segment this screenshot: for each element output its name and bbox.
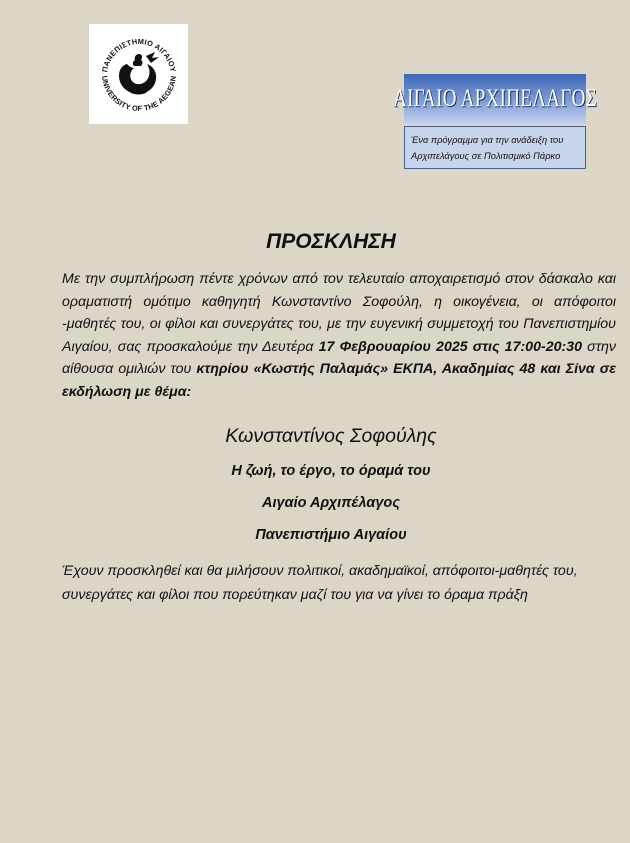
theme-line-1: Η ζωή, το έργο, το όραμά του — [231, 462, 431, 479]
intro-text: Με την συμπλήρωση πέντε χρόνων από τον τελευταίο αποχαιρετισμό στον δάσκαλο και οραματιστή ομότιμο καθηγητή Κωνσταντίνο Σοφούλη, η οικογένεια, οι απόφοιτοι -μαθητές του, οι φίλοι και συνεργάτες του, με την ευγενική συμμετοχή του Πανεπιστημίου Αιγαίου, σας προσκαλούμε την Δευτέρα — [62, 271, 616, 355]
closing-paragraph: Έχουν προσκληθεί και θα μιλήσουν πολιτικοί, ακαδημαϊκοί, απόφοιτοι-μαθητές του, συνεργάτες και φίλοι που πορεύτηκαν μαζί του για να γίνει το όραμα πράξη — [62, 562, 578, 604]
event-venue: κτηρίου «Κωστής Παλαμάς» ΕΚΠΑ, Ακαδημίας 48 και Σίνα σε εκδήλωση με θέμα: — [62, 361, 616, 400]
invitation-body — [62, 230, 616, 608]
tagline-line-2: Αρχιπελάγους σε Πολιτισμικό Πάρκο — [411, 151, 561, 161]
invitation-title: ΠΡΟΣΚΛΗΣΗ — [266, 230, 396, 253]
program-tagline — [404, 126, 586, 169]
archipelagos-banner — [393, 74, 597, 124]
invitation-paragraph — [62, 268, 616, 404]
tagline-line-1: Ένα πρόγραμμα για την ανάδειξη του — [411, 135, 564, 145]
aigaio-archipelagos-logo — [393, 74, 597, 169]
banner-text: ΑΙΓΑΙΟ ΑΡΧΙΠΕΛΑΓΟΣ — [393, 84, 597, 113]
university-seal-icon — [89, 24, 188, 124]
event-date-time: 17 Φεβρουαρίου 2025 στις 17:00-20:30 — [318, 338, 582, 355]
honoree-name: Κωνσταντίνος Σοφούλης — [225, 424, 437, 447]
intro-text-2: στην αίθουσα ομιλιών του — [62, 338, 616, 378]
seal-bottom-text: UNIVERSITY OF THE AEGEAN — [99, 75, 179, 114]
theme-line-3: Πανεπιστήμιο Αιγαίου — [255, 526, 407, 543]
theme-line-2: Αιγαίο Αρχιπέλαγος — [262, 494, 400, 511]
university-of-the-aegean-logo — [89, 24, 188, 124]
seal-top-text: ΠΑΝΕΠΙΣΤΗΜΙΟ ΑΙΓΑΙΟΥ — [100, 36, 178, 73]
